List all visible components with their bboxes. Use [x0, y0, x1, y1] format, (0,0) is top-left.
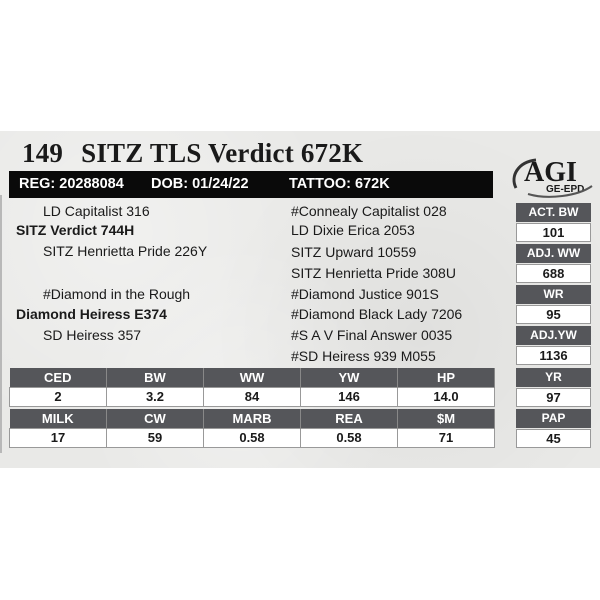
epd-header-hp: HP [398, 368, 495, 387]
stat-label-act-bw: ACT. BW [516, 203, 591, 222]
pedigree-dd-sire: #S A V Final Answer 0035 [291, 327, 453, 343]
pedigree-sire-dam: SITZ Henrietta Pride 226Y [43, 243, 208, 259]
epd-value-m: 71 [398, 428, 495, 447]
epd-header-marb: MARB [204, 409, 301, 428]
tattoo: TATTOO: 672K [289, 176, 390, 192]
epd-header-yw: YW [301, 368, 398, 387]
epd-header-ww: WW [204, 368, 301, 387]
logo-subtext: GE-EPD [546, 184, 585, 195]
pedigree-sire: SITZ Verdict 744H [16, 222, 135, 238]
stat-value-adj-yw: 1136 [516, 346, 591, 365]
logo-text: AGI [524, 157, 577, 188]
pedigree-dd-dam: #SD Heiress 939 M055 [291, 348, 436, 364]
pedigree-dam-dam: SD Heiress 357 [43, 327, 142, 343]
pedigree-ss-dam: LD Dixie Erica 2053 [291, 222, 415, 238]
stat-label-wr: WR [516, 285, 591, 304]
epd-table-2 [9, 409, 495, 448]
pedigree-sd-sire: SITZ Upward 10559 [291, 244, 417, 260]
epd-value-marb: 0.58 [204, 428, 301, 447]
pedigree-ds-sire: #Diamond Justice 901S [291, 286, 439, 302]
stat-value-pap: 45 [516, 429, 591, 448]
epd-header-bw: BW [107, 368, 204, 387]
epd-value-hp: 14.0 [398, 387, 495, 406]
stat-value-adj-ww: 688 [516, 264, 591, 283]
animal-name: SITZ TLS Verdict 672K [81, 138, 364, 168]
agi-logo [508, 150, 594, 200]
epd-header-rea: REA [301, 409, 398, 428]
epd-table-1 [9, 368, 495, 407]
epd-header-m: $M [398, 409, 495, 428]
pedigree-dam-sire: #Diamond in the Rough [43, 286, 191, 302]
epd-header-row [10, 368, 495, 387]
epd-value-cw: 59 [107, 428, 204, 447]
lot-number: 149 [22, 138, 64, 168]
epd-value-bw: 3.2 [107, 387, 204, 406]
epd-header-cw: CW [107, 409, 204, 428]
stat-value-yr: 97 [516, 388, 591, 407]
card-left-edge [0, 195, 2, 453]
date-of-birth: DOB: 01/24/22 [151, 176, 249, 192]
pedigree-ds-dam: #Diamond Black Lady 7206 [291, 306, 463, 322]
lot-title [22, 138, 363, 169]
epd-header-milk: MILK [10, 409, 107, 428]
pedigree-sire-sire: LD Capitalist 316 [43, 203, 150, 219]
stat-value-act-bw: 101 [516, 223, 591, 242]
pedigree-sd-dam: SITZ Henrietta Pride 308U [291, 265, 456, 281]
epd-value-rea: 0.58 [301, 428, 398, 447]
epd-value-row [10, 387, 495, 406]
epd-value-milk: 17 [10, 428, 107, 447]
stat-value-wr: 95 [516, 305, 591, 324]
registration-number: REG: 20288084 [19, 176, 124, 192]
pedigree-dam: Diamond Heiress E374 [16, 306, 167, 322]
stat-label-adj-yw: ADJ.YW [516, 326, 591, 345]
epd-header-ced: CED [10, 368, 107, 387]
pedigree-ss-sire: #Connealy Capitalist 028 [291, 203, 447, 219]
stat-label-pap: PAP [516, 409, 591, 428]
registration-bar [9, 171, 493, 198]
epd-value-yw: 146 [301, 387, 398, 406]
epd-value-ww: 84 [204, 387, 301, 406]
epd-value-row [10, 428, 495, 447]
epd-header-row [10, 409, 495, 428]
stat-label-yr: YR [516, 368, 591, 387]
stat-label-adj-ww: ADJ. WW [516, 244, 591, 263]
epd-value-ced: 2 [10, 387, 107, 406]
